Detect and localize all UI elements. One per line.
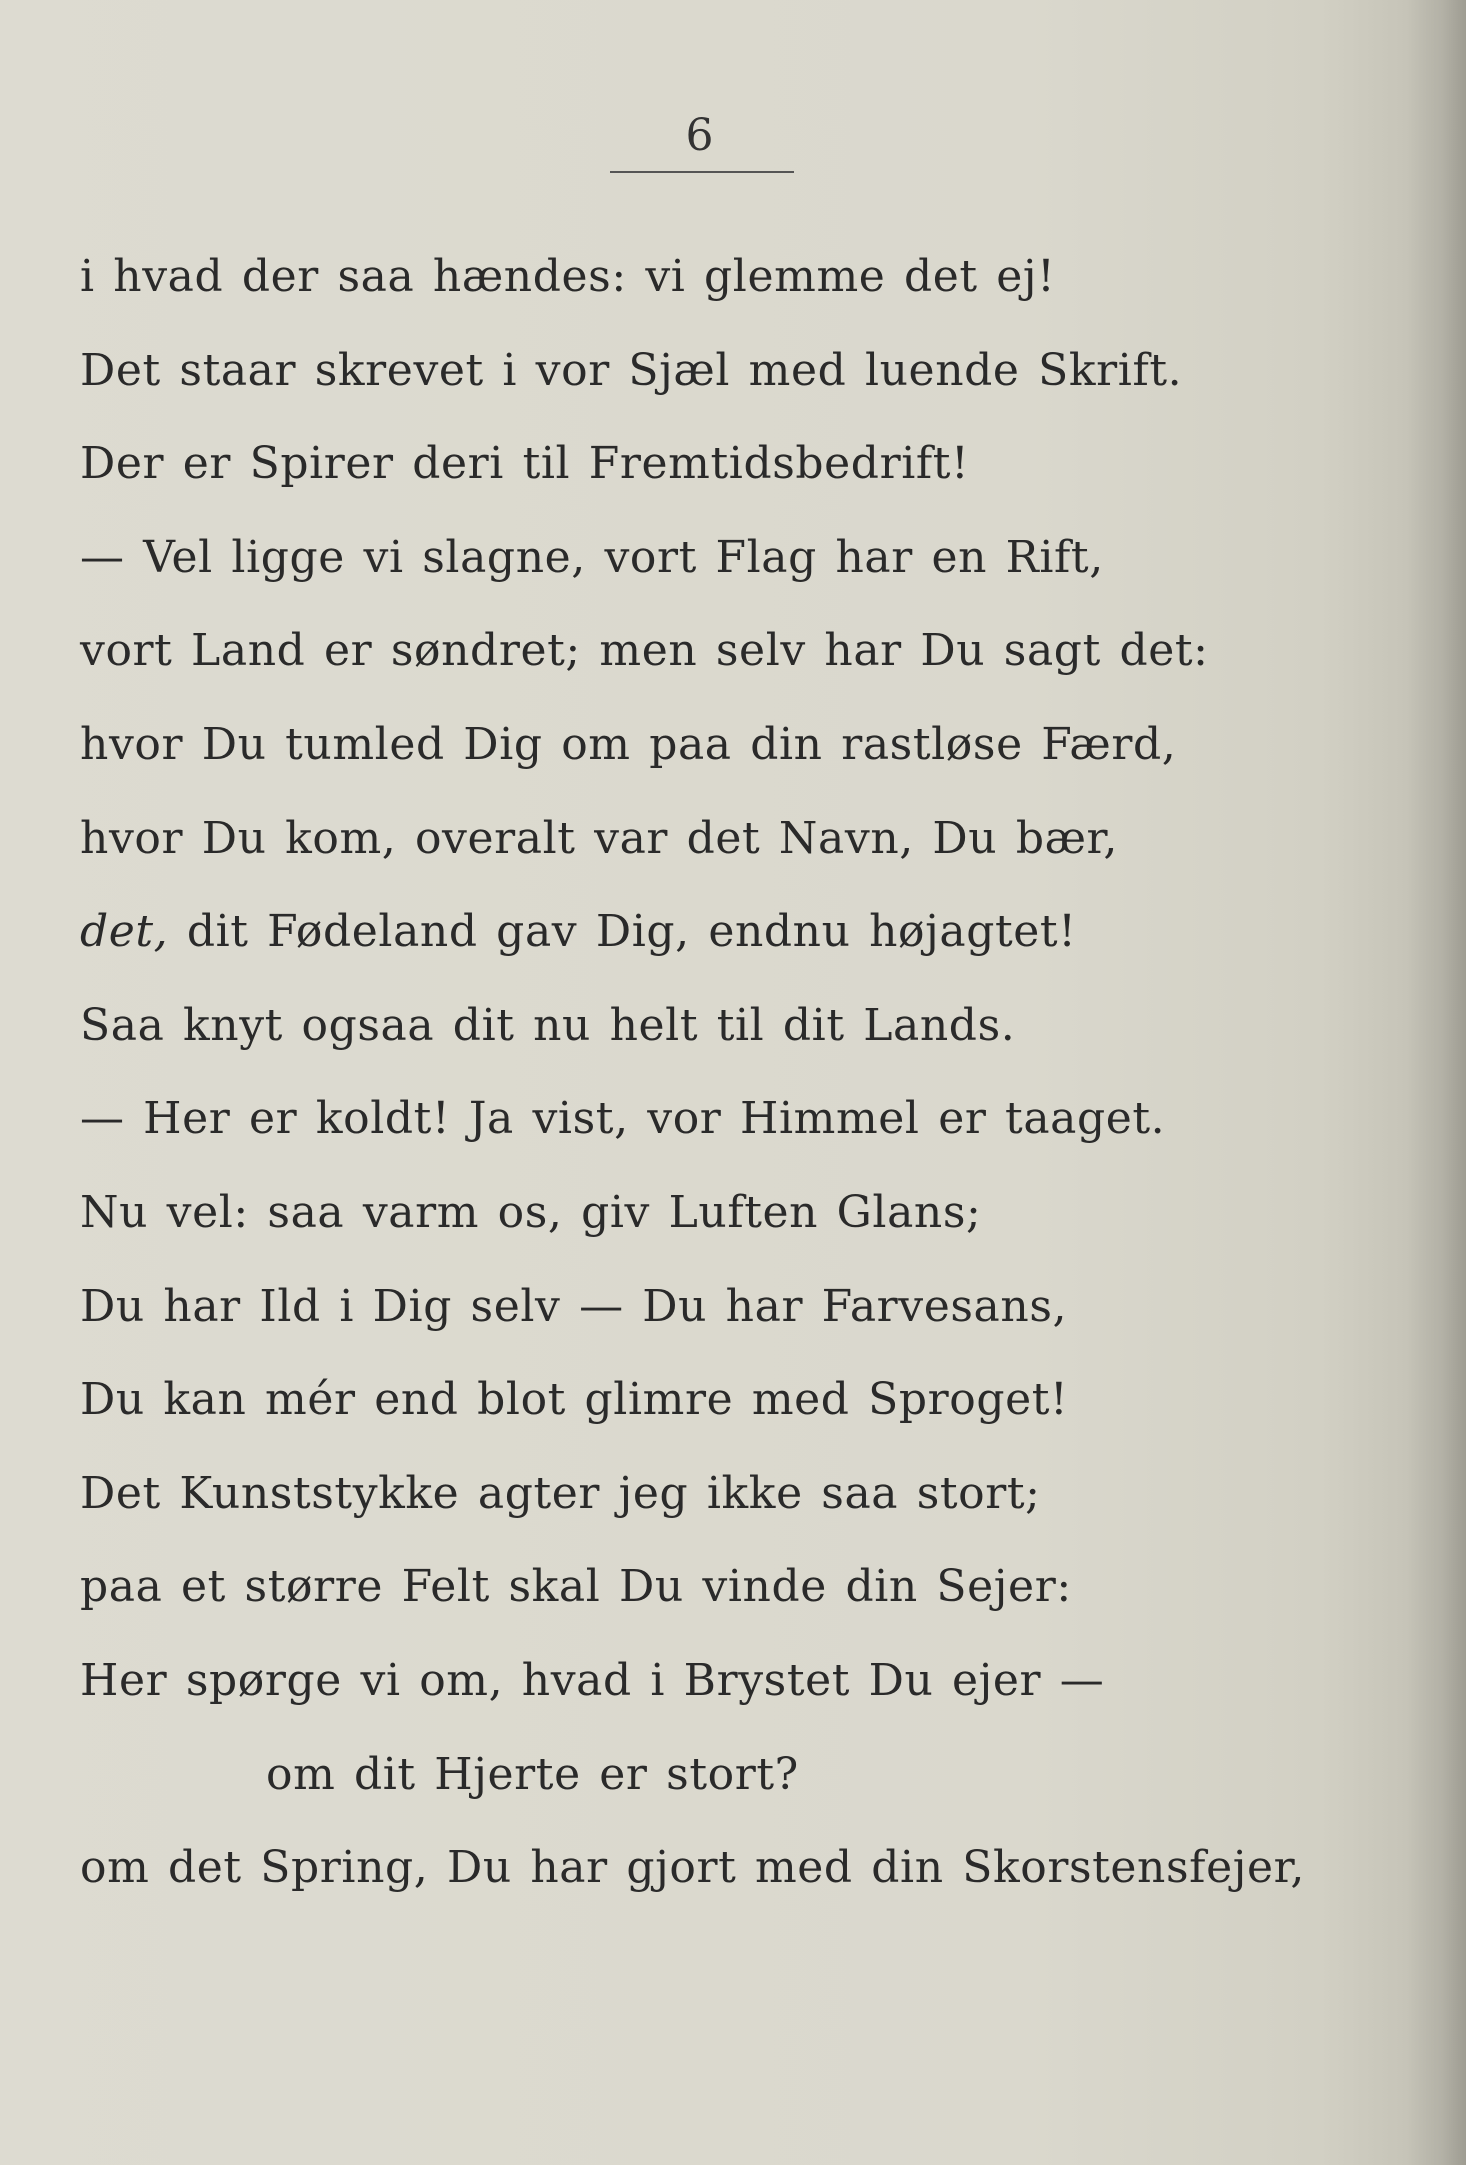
page-number-rule [610,171,794,173]
verse-line-18: om det Spring, Du har gjort med din Skorstensfejer, [80,1842,1305,1894]
verse-line-9: Saa knyt ogsaa dit nu helt til dit Lands. [80,999,1016,1051]
page-edge-shadow [1406,0,1466,2165]
verse-line-12: Du har Ild i Dig selv — Du har Farvesans, [80,1280,1068,1332]
verse-line-8-rest: dit Fødeland gav Dig, endnu højagtet! [168,906,1077,958]
italic-word: det, [80,906,169,958]
page-number: 6 [685,110,715,161]
verse-line-17: om dit Hjerte er stort? [266,1748,799,1800]
verse-line-15: paa et større Felt skal Du vinde din Sejer: [80,1561,1072,1613]
poem-text [80,230,1380,1915]
verse-line-3: Der er Spirer deri til Fremtidsbedrift! [80,438,970,490]
verse-line-16: Her spørge vi om, hvad i Brystet Du ejer — [80,1654,1105,1706]
verse-line-4: — Vel ligge vi slagne, vort Flag har en Rift, [80,531,1104,583]
verse-line-6: hvor Du tumled Dig om paa din rastløse Færd, [80,718,1177,770]
verse-line-5: vort Land er søndret; men selv har Du sagt det: [80,625,1209,677]
verse-line-8 [80,885,1380,979]
verse-line-1: i hvad der saa hændes: vi glemme det ej! [80,251,1056,302]
verse-line-7: hvor Du kom, overalt var det Navn, Du bær, [80,812,1118,864]
verse-line-14: Det Kunststykke agter jeg ikke saa stort; [80,1467,1041,1519]
verse-line-2: Det staar skrevet i vor Sjæl med luende Skrift. [80,344,1183,396]
verse-line-11: Nu vel: saa varm os, giv Luften Glans; [80,1186,982,1238]
verse-line-10: — Her er koldt! Ja vist, vor Himmel er taaget. [80,1093,1166,1145]
verse-line-13: Du kan mér end blot glimre med Sproget! [80,1374,1069,1426]
